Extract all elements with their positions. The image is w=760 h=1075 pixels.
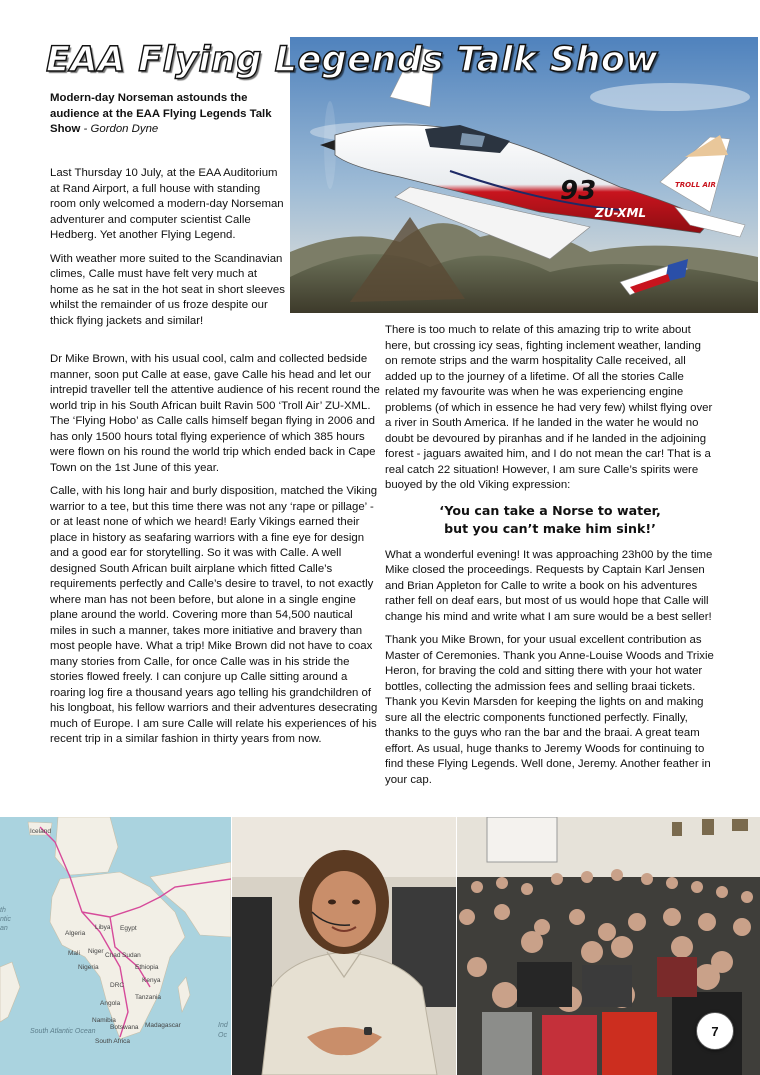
race-number-93: 93 <box>560 176 597 206</box>
quote-line-1: ‘You can take a Norse to water, <box>439 502 661 518</box>
page-title: EAA Flying Legends Talk Show <box>46 40 659 80</box>
right-column <box>385 323 715 796</box>
map-label-ethiopia: Ethiopia <box>135 964 159 971</box>
paragraph: Calle, with his long hair and burly disposition, matched the Viking warrior to a tee, but this time there was not any ‘rape or pillage’ - or at least none of which we heard! Early Vikings earned their place in history as seafaring warriors with a fine eye for design and a good ear for storytelling. So it was with Calle. A well designed South African built airplane which fitted Calle’s requirements perfectly and Calle’s desire to travel, to not exactly where man has not been before, but alone in a single engine plane around the world. Covering more than 54,500 nautical miles in such a manner, takes more initiative and bravery than most people have. What a trip! Mike Brown did not have to coax many stories from Calle, for once Calle was in his stride the stories flowed freely. I can conjure up Calle sitting around a roaring log fire a thousand years ago telling his grandchildren of his longboat, his fellow warriors and their adventures desecrating much of Europe. I am sure Calle will relate his experiences of his recent trip in a similar fashion in thirty years from now. <box>50 485 378 745</box>
author-credit: - Gordon Dyne <box>80 123 159 135</box>
map-label-namibia: Namibia <box>92 1017 116 1024</box>
map-label-botswana: Botswana <box>110 1024 139 1031</box>
paragraph: With weather more suited to the Scandinavian climes, Calle must have felt very much at home as he sat in the hot seat in short sleeves whilst the remainder of us froze despite our thick flying jackets and similar! <box>50 252 285 327</box>
subheading-lead: Modern-day Norseman astounds the audience at the EAA Flying Legends Talk Show <box>50 92 272 135</box>
map-label-madagascar: Madagascar <box>145 1022 181 1029</box>
paragraph: What a wonderful evening! It was approaching 23h00 by the time Mike closed the proceedings. Requests by Captain Karl Jensen and Brian Appleton for Calle to write a book on his adventures rather fell on deaf ears, but most of us would hope that Calle will change his mind and write what I am sure would be a best seller! <box>385 548 713 623</box>
paragraph: Thank you Mike Brown, for your usual excellent contribution as Master of Ceremonies. Thank you Anne-Louise Woods and Trixie Heron, for braving the cold and sitting there with your hot water bottles, collecting the admission fees and selling braai tickets. Thank you Kevin Marsden for keeping the lights on and making sure all the electric components functioned perfectly. Finally, thanks to the guys who ran the bar and the braai. A great team effort. As usual, huge thanks to Jeremy Woods for continuing to find these Flying Legends. Well done, Jeremy. Another feather in your cap. <box>385 634 714 786</box>
tail-logo-text: TROLL AIR <box>675 181 716 189</box>
map-label-egypt: Egypt <box>120 925 137 932</box>
quote-line-2: but you can’t make him sink!’ <box>444 520 656 536</box>
page-number-badge: 7 <box>696 1012 734 1050</box>
map-label-kenya: Kenya <box>142 977 161 984</box>
map-label-angola: Angola <box>100 1000 121 1007</box>
paragraph: There is too much to relate of this amazing trip to write about here, but crossing icy seas, fighting inclement weather, landing on remote strips and the warm hospitality Calle received, all added up to the journey of a lifetime. Of all the stories Calle related my favourite was when he was experiencing engine problems (of which in essence he had very few) whilst flying over a river in South America. If he landed in the water he would no doubt be devoured by piranhas and if he landed in the adjoining forest - jaguars awaited him, and I do not mean the car! That is a real catch 22 situation! However, I am sure Calle’s spirits were buoyed by the old Viking expression: <box>385 324 713 491</box>
photo-strip <box>0 817 760 1075</box>
map-label-south-atlantic: South Atlantic Ocean <box>30 1028 96 1035</box>
map-label-drc: DRC <box>110 982 125 989</box>
map-edge-label: an <box>0 925 8 932</box>
map-label-algeria: Algeria <box>65 930 86 937</box>
map-edge-label: ntic <box>0 916 11 923</box>
paragraph: Last Thursday 10 July, at the EAA Auditorium at Rand Airport, a full house with standing room only welcomed a modern-day Norseman adventurer and computer scientist Calle Hedberg. Yet another Flying Legend. <box>50 167 284 241</box>
map-edge-label: th <box>0 907 6 914</box>
paragraph: Dr Mike Brown, with his usual cool, calm and collected bedside manner, soon put Calle at ease, gave Calle his head and let our intrepid traveller tell the attentive audience of his recent round the world trip in his South African built Ravin 500 ‘Troll Air’ ZU-XML. The ‘Flying Hobo’ as Calle calls himself began flying in 2006 and has only 1500 hours total flying experience of which 385 hours were flown on his round the world trip which ended back in Cape Town on the 1st June of this year. <box>50 353 380 474</box>
map-label-mali: Mali <box>68 950 80 957</box>
route-map-photo <box>0 817 231 1075</box>
map-label-libya: Libya <box>95 924 111 931</box>
world-route-map <box>0 817 231 1075</box>
intro-column <box>50 166 285 337</box>
viking-quote <box>385 502 715 538</box>
speaker-portrait <box>232 817 456 1075</box>
map-label-niger: Niger <box>88 948 104 955</box>
speaker-photo <box>232 817 456 1075</box>
map-label-iceland: Iceland <box>30 828 51 835</box>
left-column <box>50 352 380 756</box>
article-subheading <box>50 91 275 138</box>
map-label-tanzania: Tanzania <box>135 994 162 1001</box>
aircraft-registration: ZU-XML <box>595 206 647 220</box>
map-label-chad: Chad <box>105 952 121 959</box>
map-edge-label: Ind <box>218 1022 228 1029</box>
map-label-south-africa: South Africa <box>95 1038 131 1045</box>
map-label-nigeria: Nigeria <box>78 964 99 971</box>
map-label-sudan: Sudan <box>122 952 141 959</box>
map-edge-label: Oc <box>218 1032 227 1039</box>
